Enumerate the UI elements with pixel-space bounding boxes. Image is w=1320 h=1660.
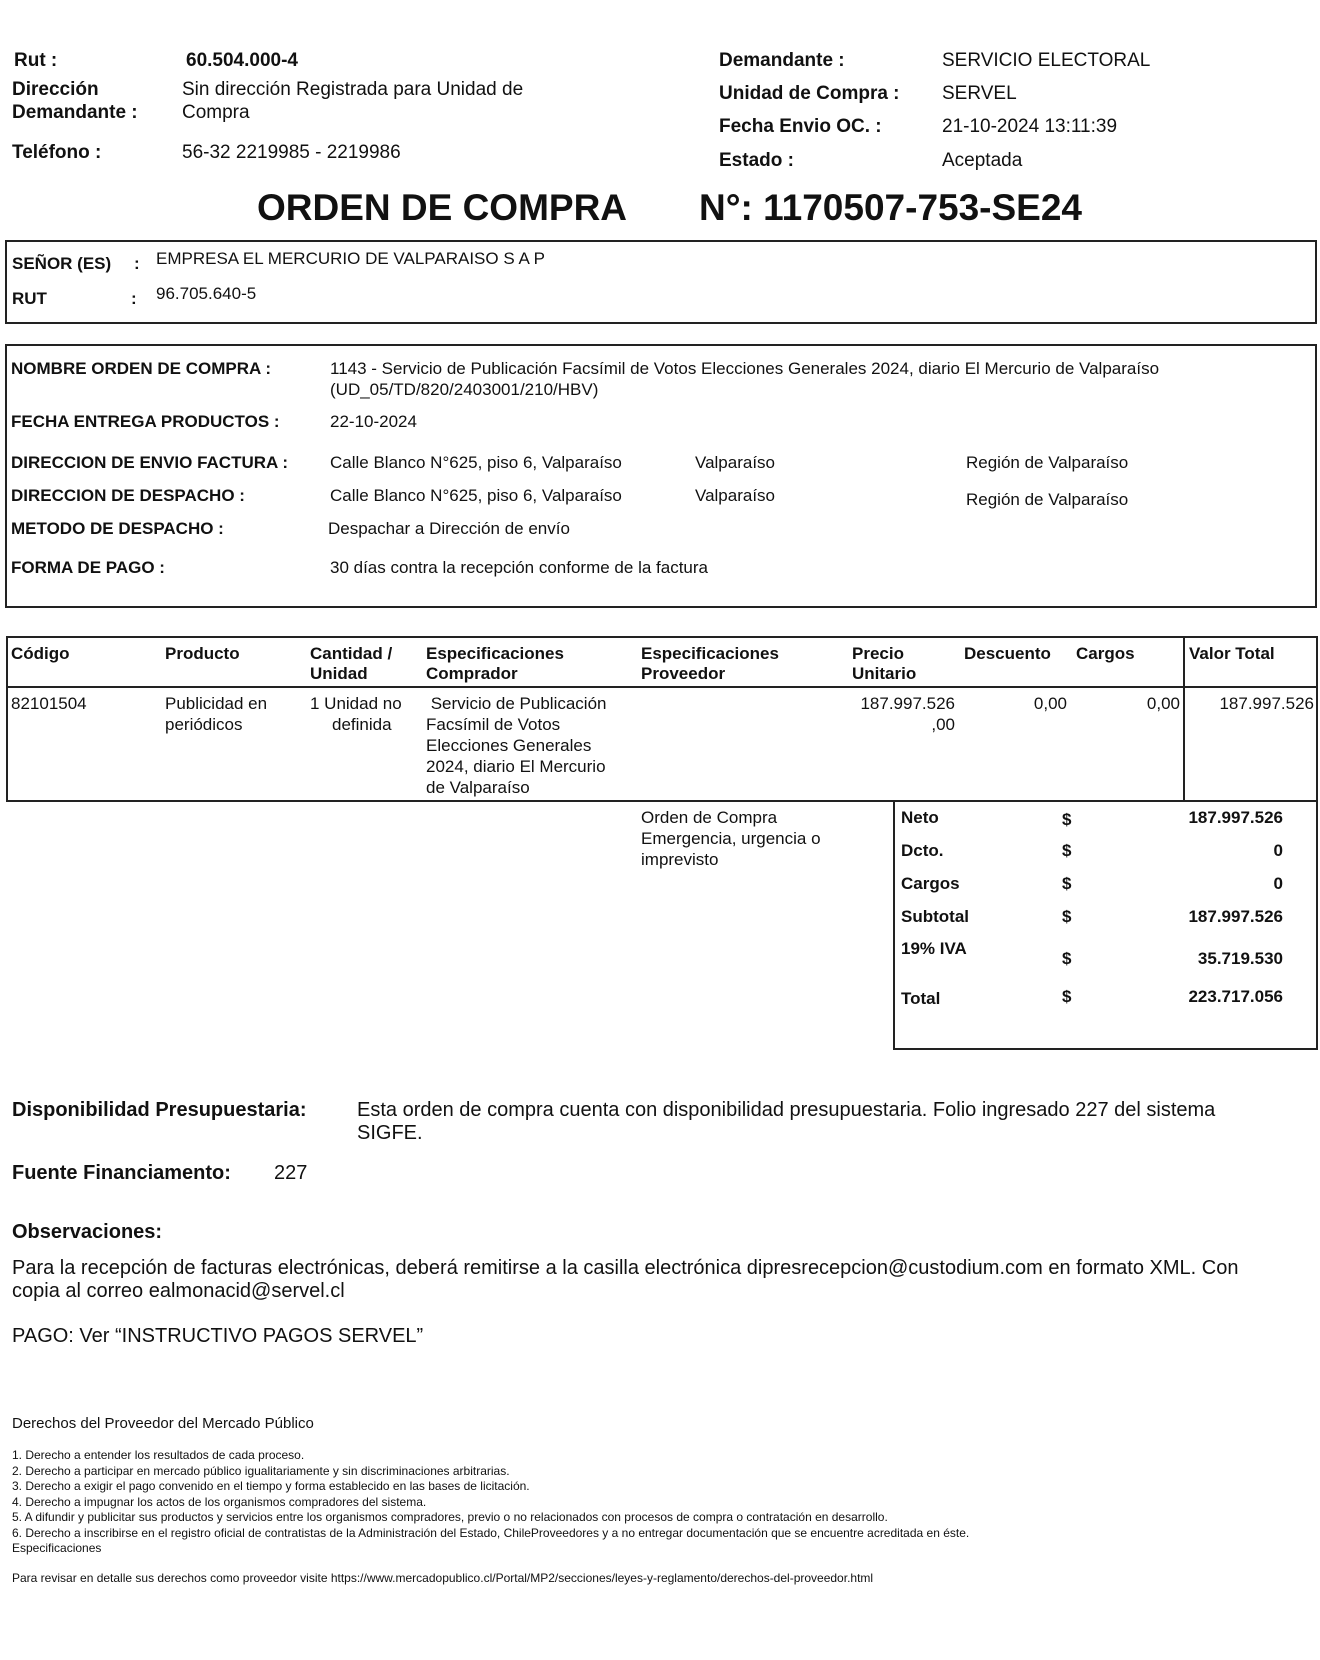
items-table-header-divider: [6, 686, 1318, 688]
fuente-financiamiento-value: 227: [274, 1162, 308, 1184]
row-esp-line4: 2024, diario El Mercurio: [426, 757, 606, 776]
unidad-compra-label: Unidad de Compra :: [719, 83, 900, 104]
rights-item-6: 6. Derecho a inscribirse en el registro oficial de contratistas de la Administración del Estado, ChileProveedores y a no entregar documentación que se encuentre acreditada en éste.: [12, 1525, 970, 1540]
col-header-codigo: Código: [11, 644, 70, 663]
col-header-cantidad-line1: Cantidad /: [310, 644, 393, 663]
note-line1: Orden de Compra: [641, 808, 778, 827]
rights-item-especificaciones: Especificaciones: [12, 1541, 102, 1555]
despacho-city: Valparaíso: [695, 486, 776, 505]
rights-item-4: 4. Derecho a impugnar los actos de los organismos compradores del sistema.: [12, 1494, 427, 1509]
totals-total-label: Total: [901, 989, 941, 1008]
totals-iva-currency: $: [1062, 949, 1072, 968]
envio-factura-label: DIRECCION DE ENVIO FACTURA :: [11, 453, 289, 472]
observaciones-text-line2: copia al correo ealmonacid@servel.cl: [12, 1280, 345, 1302]
col-header-descuento: Descuento: [964, 644, 1051, 663]
rights-item-3: 3. Derecho a exigir el pago convenido en el tiempo y forma establecido en las bases de licitación.: [12, 1479, 530, 1493]
fecha-entrega-value: 22-10-2024: [330, 412, 417, 431]
unidad-compra-value: SERVEL: [942, 83, 1017, 104]
rights-item-2: 2. Derecho a participar en mercado público igualitariamente y sin discriminaciones arbitrarias.: [12, 1463, 510, 1478]
rights-footer: Para revisar en detalle sus derechos como proveedor visite https://www.mercadopublico.cl/Portal/MP2/secciones/leyes-y-reglamento/derechos-del-proveedor.html: [12, 1571, 874, 1585]
items-table-total-divider: [1183, 636, 1185, 802]
note-line3: imprevisto: [641, 850, 719, 869]
supplier-rut-value: 96.705.640-5: [156, 284, 257, 303]
nombre-orden-value-line2: (UD_05/TD/820/2403001/210/HBV): [330, 380, 599, 399]
col-header-cargos: Cargos: [1076, 644, 1135, 663]
row-cantidad-line1: 1 Unidad no: [310, 694, 402, 713]
metodo-despacho-value: Despachar a Dirección de envío: [328, 519, 570, 538]
budget-value-line1: Esta orden de compra cuenta con disponibilidad presupuestaria. Folio ingresado 227 del sistema: [357, 1099, 1216, 1121]
row-precio-line2: ,00: [931, 715, 955, 734]
estado-value: Aceptada: [942, 150, 1023, 171]
order-number: N°: 1170507-753-SE24: [699, 187, 1083, 228]
nombre-orden-label: NOMBRE ORDEN DE COMPRA :: [11, 359, 272, 378]
despacho-address: Calle Blanco N°625, piso 6, Valparaíso: [330, 486, 622, 505]
fecha-entrega-label: FECHA ENTREGA PRODUCTOS :: [11, 412, 280, 431]
direccion-label-line2: Demandante :: [12, 102, 138, 123]
budget-value-line2: SIGFE.: [357, 1122, 423, 1144]
observaciones-pago: PAGO: Ver “INSTRUCTIVO PAGOS SERVEL”: [12, 1325, 424, 1347]
direccion-value-line2: Compra: [182, 102, 250, 123]
envio-factura-city: Valparaíso: [695, 453, 776, 472]
col-header-esp-comprador-line1: Especificaciones: [426, 644, 564, 663]
totals-cargos-value: 0: [1273, 874, 1283, 893]
totals-cargos-currency: $: [1062, 874, 1072, 893]
totals-iva-label: 19% IVA: [901, 939, 967, 958]
despacho-region: Región de Valparaíso: [966, 490, 1129, 509]
fuente-financiamiento-label: Fuente Financiamento:: [12, 1162, 231, 1184]
nombre-orden-value-line1: 1143 - Servicio de Publicación Facsímil de Votos Elecciones Generales 2024, diario El Mercurio de Valparaíso: [330, 359, 1160, 378]
totals-neto-value: 187.997.526: [1188, 808, 1283, 827]
envio-factura-region: Región de Valparaíso: [966, 453, 1129, 472]
totals-iva-value: 35.719.530: [1197, 949, 1283, 968]
row-producto-line1: Publicidad en: [165, 694, 268, 713]
row-producto-line2: periódicos: [165, 715, 243, 734]
observaciones-text-line1: Para la recepción de facturas electrónicas, deberá remitirse a la casilla electrónica dipresrecepcion@custodium.com en formato XML. Con: [12, 1257, 1239, 1279]
rights-item-1: 1. Derecho a entender los resultados de cada proceso.: [12, 1448, 305, 1462]
totals-dcto-value: 0: [1273, 841, 1283, 860]
totals-total-currency: $: [1062, 987, 1072, 1006]
col-header-esp-proveedor-line1: Especificaciones: [641, 644, 779, 663]
col-header-valor-total: Valor Total: [1189, 644, 1275, 663]
forma-pago-value: 30 días contra la recepción conforme de la factura: [330, 558, 708, 577]
senor-label: SEÑOR (ES): [12, 254, 112, 273]
totals-subtotal-label: Subtotal: [901, 907, 969, 926]
telefono-label: Teléfono :: [12, 142, 102, 163]
observaciones-label: Observaciones:: [12, 1221, 163, 1243]
rut-value: 60.504.000-4: [186, 50, 298, 71]
totals-cargos-label: Cargos: [901, 874, 960, 893]
rights-title: Derechos del Proveedor del Mercado Público: [12, 1415, 314, 1432]
totals-neto-label: Neto: [901, 808, 939, 827]
row-esp-line2: Facsímil de Votos: [426, 715, 561, 734]
totals-subtotal-value: 187.997.526: [1188, 907, 1283, 926]
row-cargos: 0,00: [1146, 694, 1180, 713]
envio-factura-address: Calle Blanco N°625, piso 6, Valparaíso: [330, 453, 622, 472]
supplier-rut-colon: :: [131, 289, 137, 308]
document-title: ORDEN DE COMPRA: [257, 187, 628, 228]
rut-label: Rut :: [14, 50, 58, 71]
totals-dcto-label: Dcto.: [901, 841, 944, 860]
row-esp-line1: Servicio de Publicación: [426, 694, 607, 713]
row-valor-total: 187.997.526: [1219, 694, 1314, 713]
senor-value: EMPRESA EL MERCURIO DE VALPARAISO S A P: [156, 249, 545, 268]
col-header-precio-line1: Precio: [852, 644, 904, 663]
rights-item-5: 5. A difundir y publicitar sus productos y servicios entre los organismos compradores, previo o no relacionados con procesos de compra o contratación en desarrollo.: [12, 1510, 888, 1524]
col-header-producto: Producto: [165, 644, 240, 663]
col-header-cantidad-line2: Unidad: [310, 664, 368, 683]
supplier-rut-label: RUT: [12, 289, 47, 308]
demandante-label: Demandante :: [719, 50, 845, 71]
totals-subtotal-currency: $: [1062, 907, 1072, 926]
totals-total-value: 223.717.056: [1188, 987, 1283, 1006]
fecha-envio-label: Fecha Envio OC. :: [719, 116, 882, 137]
col-header-precio-line2: Unitario: [852, 664, 917, 683]
row-codigo: 82101504: [11, 694, 87, 713]
row-esp-line5: de Valparaíso: [426, 778, 530, 797]
senor-colon: :: [134, 254, 140, 273]
despacho-label: DIRECCION DE DESPACHO :: [11, 486, 245, 505]
direccion-value-line1: Sin dirección Registrada para Unidad de: [182, 79, 524, 100]
note-line2: Emergencia, urgencia o: [641, 829, 821, 848]
metodo-despacho-label: METODO DE DESPACHO :: [11, 519, 224, 538]
budget-label: Disponibilidad Presupuestaria:: [12, 1099, 307, 1121]
demandante-value: SERVICIO ELECTORAL: [942, 50, 1151, 71]
row-precio-line1: 187.997.526: [860, 694, 955, 713]
col-header-esp-proveedor-line2: Proveedor: [641, 664, 726, 683]
row-cantidad-line2: definida: [332, 715, 392, 734]
totals-neto-currency: $: [1062, 810, 1072, 829]
telefono-value: 56-32 2219985 - 2219986: [182, 142, 401, 163]
direccion-label-line1: Dirección: [12, 79, 99, 100]
forma-pago-label: FORMA DE PAGO :: [11, 558, 165, 577]
totals-dcto-currency: $: [1062, 841, 1072, 860]
estado-label: Estado :: [719, 150, 794, 171]
row-descuento: 0,00: [1033, 694, 1067, 713]
row-esp-line3: Elecciones Generales: [426, 736, 592, 755]
col-header-esp-comprador-line2: Comprador: [426, 664, 518, 683]
fecha-envio-value: 21-10-2024 13:11:39: [942, 116, 1118, 137]
